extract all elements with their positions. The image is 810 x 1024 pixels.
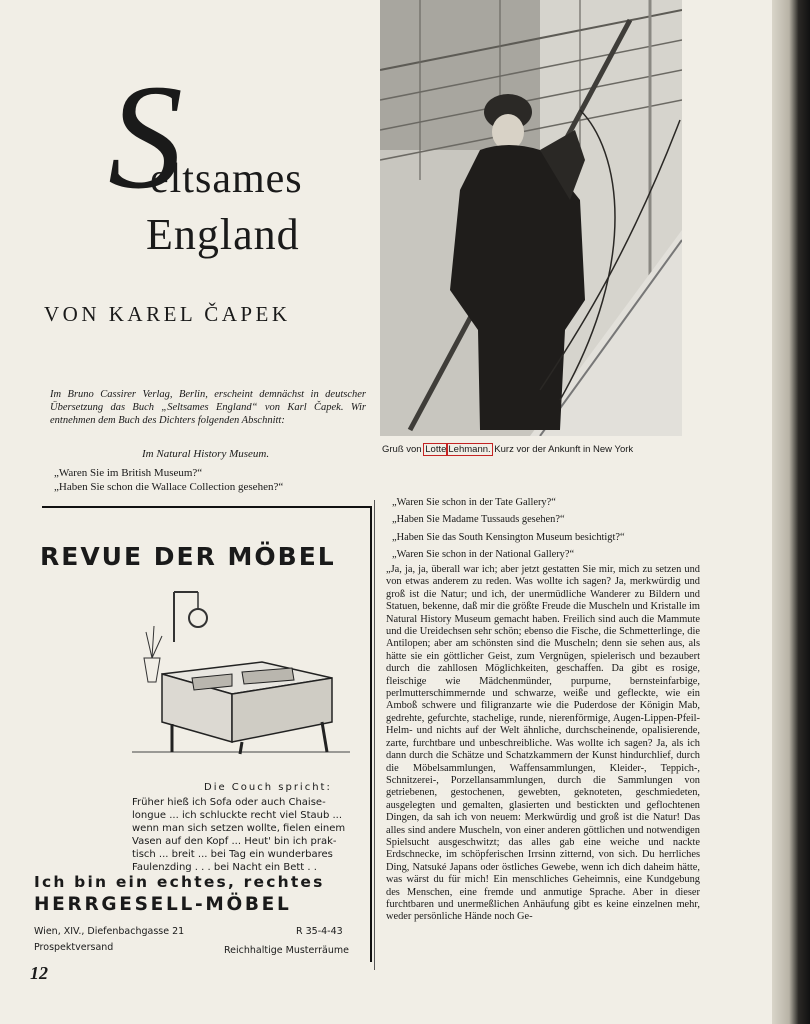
ad-slogan: Ich bin ein echtes, rechtes xyxy=(34,873,325,891)
question-line: „Waren Sie im British Museum?“ xyxy=(54,467,203,479)
ad-showrooms: Reichhaltige Musterräume xyxy=(224,945,349,956)
ad-copy-line: Vasen auf den Kopf ... Heut' bin ich prak- xyxy=(132,836,337,847)
title-line-2: England xyxy=(146,210,300,259)
page-number: 12 xyxy=(30,963,48,983)
caption-prefix: Gruß von xyxy=(382,444,422,455)
photo-lotte-lehmann xyxy=(380,0,682,436)
question-line: „Haben Sie das South Kensington Museum besichtigt?“ xyxy=(392,531,625,543)
section-heading: Im Natural History Museum. xyxy=(142,448,270,460)
ad-prospect: Prospektversand xyxy=(34,942,114,953)
question-line: „Waren Sie schon in der National Gallery?“ xyxy=(392,549,575,561)
ad-couch-says: Die Couch spricht: xyxy=(204,782,332,793)
book-gutter xyxy=(772,0,810,1024)
article-body: „Ja, ja, ja, überall war ich; aber jetzt gestatten Sie mir, mich zu setzen und von etwas anderem zu reden. Was wollte ich sagen? Ja, merkwürdig und groß ist die Natur; und ich, der unermüdliche Wanderer zu Bildern und Statuen, bekenne, daß mir die größte Freude die Muscheln und Kristalle im Natural History Museum gemacht haben. Freilich sind auch die Mammute und die Ureidechsen sehr schön; ebenso die Fische, die Schmetterlinge, die Antilopen; aber am schönsten sind die Muscheln; denn sie sehen aus, als hätte sie ein göttlicher Geist, zum Vergnügen, spielerisch und bezaubert durch die zahllosen Möglichkeiten, geschaffen. Da gibt es rosige, fleischige wie Mädchenmünder, purpurne, bernsteinfarbige, perlmutterschimmernde und schwarze, weiße und gefleckte, wie ein Amboß schwere und filigranzarte wie die Puderdose der Königin Mab, gedrehte, gefurchte, stachelige, runde, nierenförmige, Augen-Lippen-Pfeil-Helm- und nichts auf der Welt ähnliche, durchscheinende, opalisierende, zarte, furchtbare und unbeschreibliche. Was wollte ich sagen? Ja, als ich dann durch die Schätze und Schatzkammern der Kunst hindurchlief, durch die Möbelsammlungen, Waffensammlungen, Kleider-, Teppich-, Schnitzerei-, Porzellansammlungen, durch die Sammlungen von getriebenen, gestochenen, gewebten, geknoteten, geschmiedeten, ausgelegten und gemalten, glasierten und bestickten und geflochtenen Dingen, da sah ich von neuem: Merkwürdig und groß ist die Natur! Das alles sind andere Muscheln, von einer anderen göttlichen und notwendigen Spielsucht ausgeschwitzt; das alles gab eine weiche und nackte Erdschnecke, im schöpferischen Irrsinn zitternd, von sich. Du herrliches Ding, Natsuké Japans oder östliches Gewebe, wenn ich dich daheim hätte, was wärst du für mich! Ein menschliches Geheimnis, eine Kundgebung des Menschen, eine fremde und anmutige Sprache. Aber in dieser furchtbaren und unermeßlichen Anhäufung gibt es keine einzelnen mehr, weder persönliche Hände noch Ge- xyxy=(386,564,700,923)
caption-name-last: Lehmann. xyxy=(448,444,491,455)
column-rule xyxy=(374,500,375,970)
ad-copy-line: Faulenzding . . . bei Nacht ein Bett . . xyxy=(132,862,317,873)
ad-phone: R 35-4-43 xyxy=(296,926,343,937)
ad-copy xyxy=(132,796,364,874)
title-line-1: eltsames xyxy=(150,156,303,202)
couch-illustration xyxy=(122,582,360,768)
question-line: „Haben Sie Madame Tussauds gesehen?“ xyxy=(392,514,565,526)
title-drop-initial: S xyxy=(108,54,183,220)
question-line: „Waren Sie schon in der Tate Gallery?“ xyxy=(392,497,556,508)
left-questions xyxy=(54,466,283,494)
ad-brand: HERRGESELL-MÖBEL xyxy=(34,894,292,915)
ad-copy-line: Früher hieß ich Sofa oder auch Chaise- xyxy=(132,797,326,808)
couch-drawing xyxy=(122,582,360,768)
right-questions xyxy=(392,494,698,564)
ad-copy-line: tisch ... breit ... bei Tag ein wunderbares xyxy=(132,849,333,860)
caption-suffix: Kurz vor der Ankunft in New York xyxy=(494,444,634,455)
intro-paragraph: Im Bruno Cassirer Verlag, Berlin, erscheint demnächst in deutscher Übersetzung das Buch „Seltsames England“ von Karl Čapek. Wir entnehmen dem Buch des Dichters folgenden Abschnitt: xyxy=(50,389,366,426)
author-byline: VON KAREL ČAPEK xyxy=(44,302,291,326)
ad-copy-line: wenn man sich setzen wollte, fielen einem xyxy=(132,823,346,834)
ship-photo-illustration xyxy=(380,0,682,436)
ad-title: REVUE DER MÖBEL xyxy=(40,542,336,571)
photo-caption xyxy=(382,444,633,455)
ad-copy-line: longue ... ich schluckte recht viel Staub ... xyxy=(132,810,343,821)
caption-name-first: Lotte xyxy=(425,444,447,455)
question-line: „Haben Sie schon die Wallace Collection gesehen?“ xyxy=(54,481,284,493)
ad-address: Wien, XIV., Diefenbachgasse 21 xyxy=(34,926,185,937)
